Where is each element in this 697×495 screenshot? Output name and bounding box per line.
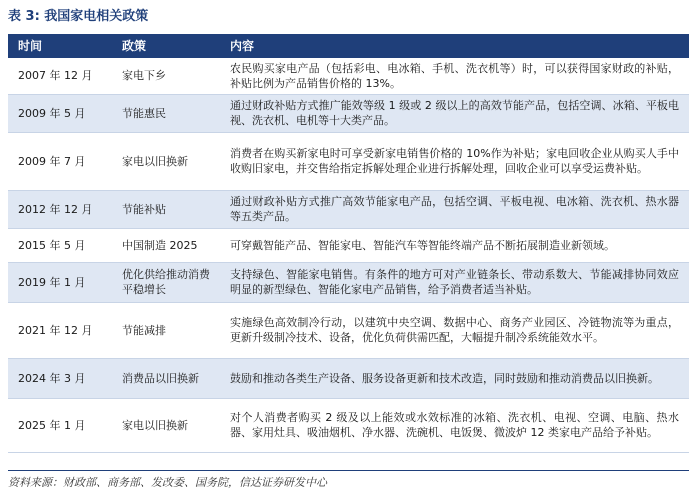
table-row bbox=[8, 302, 689, 358]
table-row bbox=[8, 94, 689, 132]
row-policy: 节能减排 bbox=[112, 302, 220, 358]
row-policy: 家电以旧换新 bbox=[112, 132, 220, 190]
table-row bbox=[8, 190, 689, 228]
row-policy: 节能惠民 bbox=[112, 94, 220, 132]
row-content: 消费者在购买新家电时可享受新家电销售价格的 10%作为补贴；家电回收企业从购买人手中收购旧家电，并交售给指定拆解处理企业进行拆解处理，回收企业可以享受运费补贴。 bbox=[220, 132, 689, 190]
table-row bbox=[8, 358, 689, 398]
row-policy: 优化供给推动消费平稳增长 bbox=[112, 262, 220, 302]
row-policy: 家电下乡 bbox=[112, 58, 220, 94]
header-policy: 政策 bbox=[112, 34, 220, 58]
row-content: 农民购买家电产品（包括彩电、电冰箱、手机、洗衣机等）时，可以获得国家财政的补贴，补贴比例为产品销售价格的 13%。 bbox=[220, 58, 689, 94]
table-row bbox=[8, 262, 689, 302]
row-time: 2009 年 7 月 bbox=[8, 132, 112, 190]
row-content: 实施绿色高效制冷行动，以建筑中央空调、数据中心、商务产业园区、冷链物流等为重点，更新升级制冷技术、设备，优化负荷供需匹配，大幅提升制冷系统能效水平。 bbox=[220, 302, 689, 358]
source-note: 资料来源：财政部、商务部、发改委、国务院，信达证券研发中心 bbox=[8, 470, 689, 490]
policy-table bbox=[8, 34, 689, 453]
table-row bbox=[8, 398, 689, 452]
row-content: 通过财政补贴方式推广能效等级 1 级或 2 级以上的高效节能产品，包括空调、冰箱、平板电视、洗衣机、电机等十大类产品。 bbox=[220, 94, 689, 132]
row-time: 2021 年 12 月 bbox=[8, 302, 112, 358]
row-content: 鼓励和推动各类生产设备、服务设备更新和技术改造，同时鼓励和推动消费品以旧换新。 bbox=[220, 358, 689, 398]
header-content: 内容 bbox=[220, 34, 689, 58]
row-policy: 消费品以旧换新 bbox=[112, 358, 220, 398]
row-content: 通过财政补贴方式推广高效节能家电产品，包括空调、平板电视、电冰箱、洗衣机、热水器等五类产品。 bbox=[220, 190, 689, 228]
row-time: 2015 年 5 月 bbox=[8, 228, 112, 262]
header-time: 时间 bbox=[8, 34, 112, 58]
table-header-row bbox=[8, 34, 689, 58]
row-content: 对个人消费者购买 2 级及以上能效或水效标准的冰箱、洗衣机、电视、空调、电脑、热水器、家用灶具、吸油烟机、净水器、洗碗机、电饭煲、微波炉 12 类家电产品给予补贴。 bbox=[220, 398, 689, 452]
row-policy: 中国制造 2025 bbox=[112, 228, 220, 262]
row-time: 2019 年 1 月 bbox=[8, 262, 112, 302]
row-time: 2025 年 1 月 bbox=[8, 398, 112, 452]
table-row bbox=[8, 58, 689, 94]
row-time: 2024 年 3 月 bbox=[8, 358, 112, 398]
table-row bbox=[8, 228, 689, 262]
row-time: 2009 年 5 月 bbox=[8, 94, 112, 132]
row-time: 2007 年 12 月 bbox=[8, 58, 112, 94]
row-policy: 节能补贴 bbox=[112, 190, 220, 228]
row-content: 支持绿色、智能家电销售。有条件的地方可对产业链条长、带动系数大、节能减排协同效应明显的新型绿色、智能化家电产品销售，给予消费者适当补贴。 bbox=[220, 262, 689, 302]
row-policy: 家电以旧换新 bbox=[112, 398, 220, 452]
table-row bbox=[8, 132, 689, 190]
row-time: 2012 年 12 月 bbox=[8, 190, 112, 228]
table-title: 表 3: 我国家电相关政策 bbox=[8, 9, 149, 24]
row-content: 可穿戴智能产品、智能家电、智能汽车等智能终端产品不断拓展制造业新领域。 bbox=[220, 228, 689, 262]
